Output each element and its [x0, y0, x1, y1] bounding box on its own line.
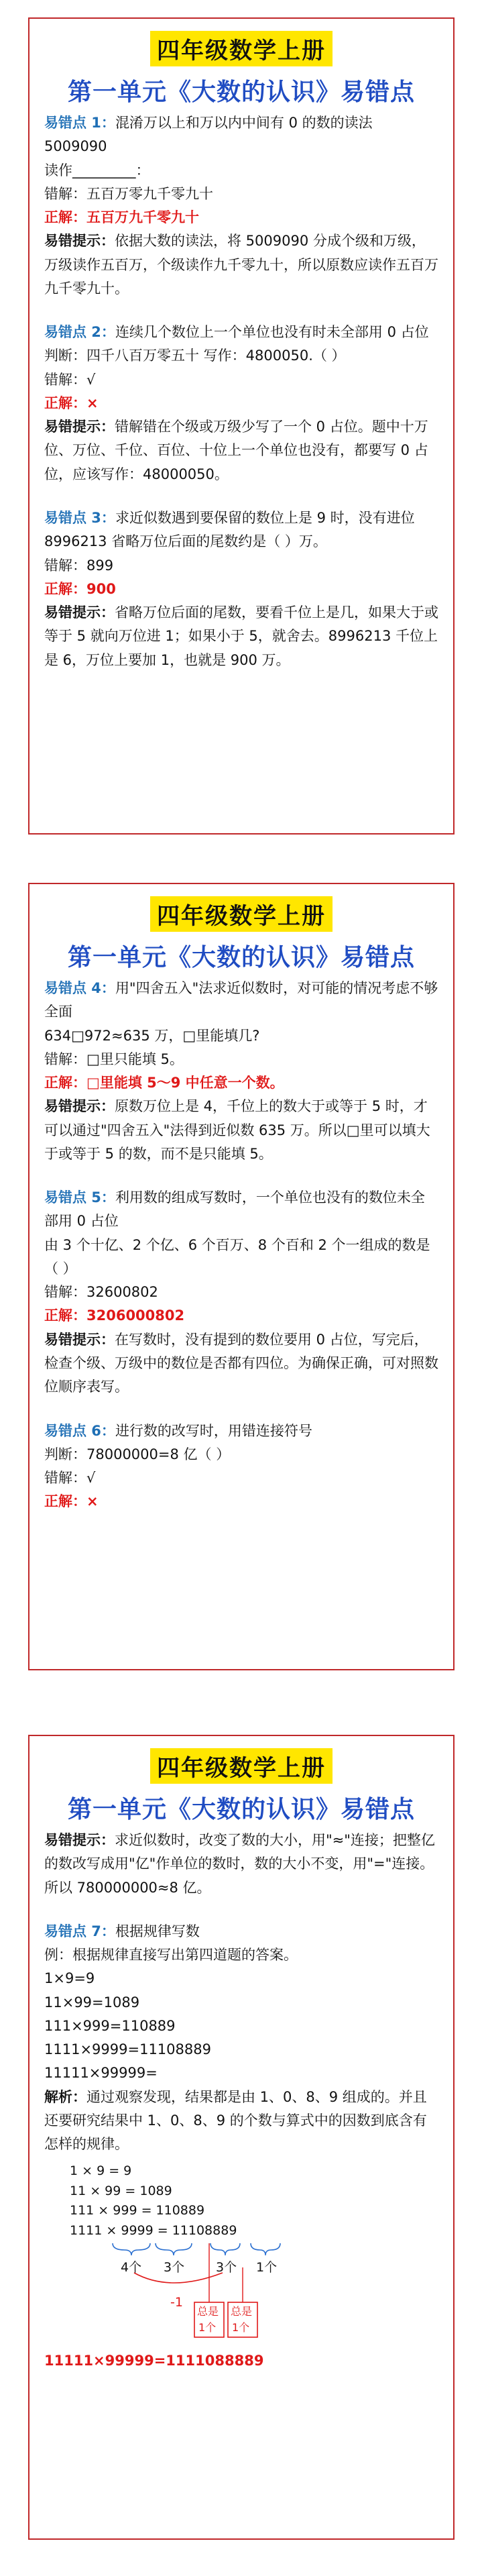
brace-four-ones	[113, 2243, 150, 2255]
brace-result-eights	[251, 2243, 280, 2255]
point-6-judge: 判断：78000000=8 亿（ ）	[44, 1446, 231, 1462]
count-three-b: 3个	[216, 2260, 237, 2275]
point-3-right: 正解：900	[44, 580, 116, 597]
diagram-line-3: 111 × 999 = 110889	[70, 2203, 205, 2218]
diagram-line-2: 11 × 99 = 1089	[70, 2183, 172, 2198]
page-title: 四年级数学上册	[150, 31, 333, 66]
point-5-line2: 由 3 个十亿、2 个亿、6 个百万、8 个百和 2 个一组成的数是（ ）	[44, 1236, 430, 1277]
point-4-wrong: 错解：□里只能填 5。	[44, 1051, 184, 1067]
point-2-judge: 判断：四千八百万零五十 写作：4800050.（ ）	[44, 347, 346, 364]
count-one: 1个	[256, 2260, 278, 2275]
point-7-example: 例：根据规律直接写出第四道题的答案。	[44, 1947, 298, 1964]
point-3-tip: 易错提示：省略万位后面的尾数，要看千位上是几，如果大于或等于 5 就向万位进 1；如果小于 5，就舍去。8996213 千位上是 6，万位上要加 1，也就是 900 万。	[44, 604, 438, 668]
brace-four-nines	[156, 2243, 192, 2255]
page-title: 四年级数学上册	[150, 1748, 333, 1784]
total-one-a: 1个	[198, 2321, 217, 2334]
count-four: 4个	[121, 2260, 142, 2275]
equation-1: 1×9=9	[44, 1970, 95, 1987]
point-7: 易错点 7：根据规律写数	[44, 1923, 200, 1939]
diagram-line-1: 1 × 9 = 9	[70, 2163, 132, 2179]
page-subtitle: 第一单元《大数的认识》易错点	[67, 943, 415, 971]
total-label-a: 总是	[197, 2305, 219, 2318]
point-4-right: 正解：□里能填 5～9 中任意一个数。	[44, 1075, 284, 1091]
pattern-diagram	[70, 2161, 438, 2343]
point-3-wrong: 错解：899	[44, 557, 114, 574]
diagram-line-4: 1111 × 9999 = 11108889	[70, 2222, 237, 2238]
count-three-a: 3个	[164, 2260, 185, 2275]
card-2	[28, 883, 455, 1670]
point-6-wrong: 错解：√	[44, 1470, 96, 1487]
point-1: 易错点 1：混淆万以上和万以内中间有 0 的数的读法 5009090	[44, 115, 373, 155]
brace-result-ones	[210, 2243, 240, 2255]
page-title: 四年级数学上册	[150, 896, 333, 932]
point-5-tip: 易错提示：在写数时，没有提到的数位要用 0 占位，写完后，检查个级、万级中的数位是否都有四位。为确保正确，可对照数位顺序表写。	[44, 1331, 438, 1395]
point-5: 易错点 5：利用数的组成写数时，一个单位也没有的数位未全部用 0 占位	[44, 1189, 425, 1230]
point-4-line2: 634□972≈635 万，□里能填几?	[44, 1027, 260, 1044]
total-label-b: 总是	[231, 2305, 253, 2318]
point-2-right: 正解：×	[44, 394, 99, 411]
point-5-wrong: 错解：32600802	[44, 1284, 158, 1301]
point-6-tip: 易错提示：求近似数时，改变了数的大小，用"≈"连接；把整亿的数改写成用"亿"作单位的数时，数的大小不变，用"="连接。所以 780000000≈8 亿。	[44, 1832, 435, 1896]
equation-2: 11×99=1089	[44, 1994, 140, 2010]
card-1	[28, 17, 455, 835]
minus-one-label: -1	[170, 2295, 183, 2310]
equation-3: 111×999=110889	[44, 2017, 176, 2034]
point-3-line2: 8996213 省略万位后面的尾数约是（ ）万。	[44, 533, 327, 550]
point-2: 易错点 2：连续几个数位上一个单位也没有时未全部用 0 占位	[44, 324, 429, 341]
point-1-wrong: 错解：五百万零九千零九十	[44, 185, 213, 202]
point-4: 易错点 4：用"四舍五入"法求近似数时，对可能的情况考虑不够全面	[44, 980, 438, 1020]
point-1-line2: 读作_________：	[44, 162, 150, 178]
card-3	[28, 1735, 455, 2540]
equation-5: 11111×99999=	[44, 2065, 158, 2082]
total-one-b: 1个	[232, 2321, 250, 2334]
answer: 11111×99999=1111088889	[44, 2353, 264, 2369]
point-4-tip: 易错提示：原数万位上是 4，千位上的数大于或等于 5 时，才可以通过"四舍五入"法得到近似数 635 万。所以□里可以填大于或等于 5 的数，而不是只能填 5。	[44, 1098, 430, 1162]
point-6: 易错点 6：进行数的改写时，用错连接符号	[44, 1422, 312, 1439]
point-1-tip: 易错提示：依据大数的读法，将 5009090 分成个级和万级，万级读作五百万，个级读作九千零九十，所以原数应读作五百万九千零九十。	[44, 233, 438, 297]
point-1-right: 正解：五百万九千零九十	[44, 209, 199, 226]
point-6-right: 正解：×	[44, 1493, 99, 1510]
point-5-right: 正解：3206000802	[44, 1307, 185, 1324]
point-3: 易错点 3：求近似数遇到要保留的数位上是 9 时，没有进位	[44, 509, 415, 526]
point-2-wrong: 错解：√	[44, 371, 96, 388]
page-subtitle: 第一单元《大数的认识》易错点	[67, 1795, 415, 1823]
analysis: 解析：通过观察发现，结果都是由 1、0、8、9 组成的。并且还要研究结果中 1、0、8、9 的个数与算式中的因数到底含有怎样的规律。	[44, 2088, 427, 2153]
point-2-tip: 易错提示：错解错在个级或万级少写了一个 0 占位。题中十万位、万位、千位、百位、十位上一个单位也没有，都要写 0 占位，应该写作：48000050。	[44, 419, 428, 482]
equation-4: 1111×9999=11108889	[44, 2041, 211, 2058]
page-subtitle: 第一单元《大数的认识》易错点	[67, 78, 415, 106]
